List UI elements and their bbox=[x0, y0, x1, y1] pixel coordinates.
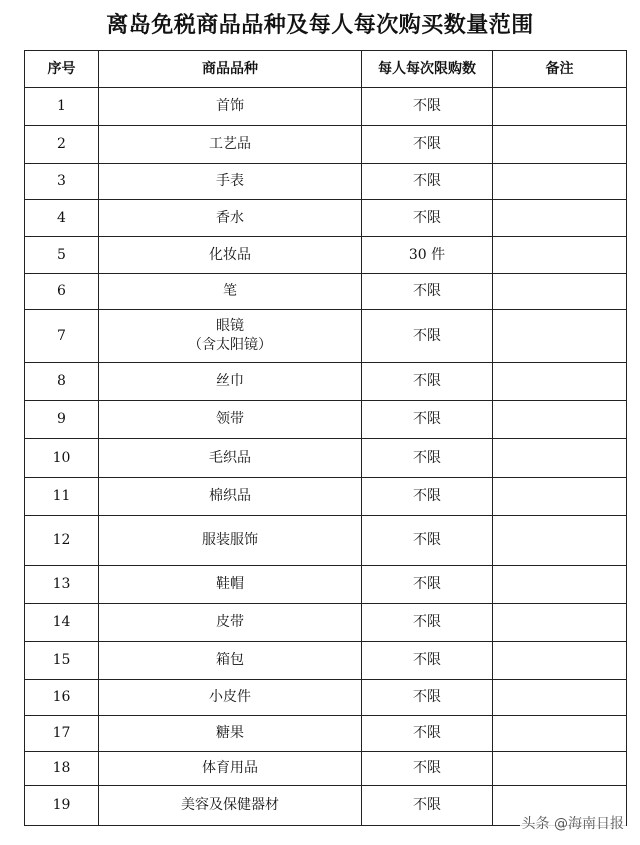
cell-name-sub: （含太阳镜） bbox=[188, 337, 272, 353]
duty-free-table bbox=[24, 50, 627, 826]
table-row bbox=[25, 363, 627, 401]
cell-name: 化妆品 bbox=[99, 237, 362, 274]
cell-limit: 不限 bbox=[362, 786, 493, 826]
cell-note bbox=[493, 126, 627, 164]
cell-note bbox=[493, 274, 627, 310]
header-note: 备注 bbox=[493, 51, 627, 88]
cell-limit: 30 件 bbox=[362, 237, 493, 274]
table-row bbox=[25, 274, 627, 310]
table-row bbox=[25, 642, 627, 680]
table-row bbox=[25, 752, 627, 786]
cell-note bbox=[493, 164, 627, 200]
cell-no: 18 bbox=[25, 752, 99, 786]
table-row bbox=[25, 566, 627, 604]
header-limit: 每人每次限购数 bbox=[362, 51, 493, 88]
cell-limit: 不限 bbox=[362, 439, 493, 478]
cell-note bbox=[493, 516, 627, 566]
table-row bbox=[25, 401, 627, 439]
cell-name: 鞋帽 bbox=[99, 566, 362, 604]
cell-name: 领带 bbox=[99, 401, 362, 439]
cell-limit: 不限 bbox=[362, 680, 493, 716]
cell-no: 3 bbox=[25, 164, 99, 200]
cell-name: 毛织品 bbox=[99, 439, 362, 478]
cell-no: 2 bbox=[25, 126, 99, 164]
cell-name: 丝巾 bbox=[99, 363, 362, 401]
table-row bbox=[25, 310, 627, 363]
cell-limit: 不限 bbox=[362, 716, 493, 752]
cell-note bbox=[493, 200, 627, 237]
table-row bbox=[25, 200, 627, 237]
cell-note bbox=[493, 401, 627, 439]
cell-no: 13 bbox=[25, 566, 99, 604]
cell-name: 箱包 bbox=[99, 642, 362, 680]
table-row bbox=[25, 516, 627, 566]
cell-name bbox=[99, 310, 362, 363]
cell-no: 5 bbox=[25, 237, 99, 274]
cell-no: 6 bbox=[25, 274, 99, 310]
cell-limit: 不限 bbox=[362, 363, 493, 401]
table-header-row bbox=[25, 51, 627, 88]
cell-limit: 不限 bbox=[362, 642, 493, 680]
cell-name: 笔 bbox=[99, 274, 362, 310]
cell-limit: 不限 bbox=[362, 310, 493, 363]
cell-limit: 不限 bbox=[362, 200, 493, 237]
cell-note bbox=[493, 680, 627, 716]
cell-name-main: 眼镜 bbox=[216, 318, 244, 334]
cell-no: 8 bbox=[25, 363, 99, 401]
cell-name: 糖果 bbox=[99, 716, 362, 752]
page-title: 离岛免税商品品种及每人每次购买数量范围 bbox=[106, 13, 534, 38]
cell-note bbox=[493, 604, 627, 642]
cell-no: 7 bbox=[25, 310, 99, 363]
cell-limit: 不限 bbox=[362, 516, 493, 566]
cell-no: 4 bbox=[25, 200, 99, 237]
cell-note bbox=[493, 363, 627, 401]
cell-limit: 不限 bbox=[362, 88, 493, 126]
cell-name: 美容及保健器材 bbox=[99, 786, 362, 826]
cell-name: 棉织品 bbox=[99, 478, 362, 516]
cell-note bbox=[493, 88, 627, 126]
table-row bbox=[25, 439, 627, 478]
cell-no: 17 bbox=[25, 716, 99, 752]
cell-name: 首饰 bbox=[99, 88, 362, 126]
cell-note bbox=[493, 752, 627, 786]
cell-limit: 不限 bbox=[362, 126, 493, 164]
table-row bbox=[25, 680, 627, 716]
cell-limit: 不限 bbox=[362, 401, 493, 439]
table-row bbox=[25, 88, 627, 126]
table-row bbox=[25, 716, 627, 752]
header-no: 序号 bbox=[25, 51, 99, 88]
cell-no: 16 bbox=[25, 680, 99, 716]
cell-note bbox=[493, 716, 627, 752]
cell-no: 9 bbox=[25, 401, 99, 439]
cell-limit: 不限 bbox=[362, 274, 493, 310]
cell-no: 10 bbox=[25, 439, 99, 478]
cell-no: 1 bbox=[25, 88, 99, 126]
cell-note bbox=[493, 439, 627, 478]
cell-note bbox=[493, 642, 627, 680]
cell-name: 工艺品 bbox=[99, 126, 362, 164]
cell-name: 皮带 bbox=[99, 604, 362, 642]
cell-note bbox=[493, 310, 627, 363]
cell-no: 15 bbox=[25, 642, 99, 680]
table-row bbox=[25, 126, 627, 164]
cell-name: 小皮件 bbox=[99, 680, 362, 716]
header-name: 商品品种 bbox=[99, 51, 362, 88]
table-row bbox=[25, 237, 627, 274]
cell-limit: 不限 bbox=[362, 604, 493, 642]
cell-no: 11 bbox=[25, 478, 99, 516]
table-row bbox=[25, 164, 627, 200]
cell-name: 手表 bbox=[99, 164, 362, 200]
source-watermark: 头条 @海南日报 bbox=[521, 816, 624, 832]
cell-no: 14 bbox=[25, 604, 99, 642]
cell-limit: 不限 bbox=[362, 566, 493, 604]
cell-name: 香水 bbox=[99, 200, 362, 237]
cell-note bbox=[493, 478, 627, 516]
cell-limit: 不限 bbox=[362, 478, 493, 516]
cell-no: 19 bbox=[25, 786, 99, 826]
cell-name: 服装服饰 bbox=[99, 516, 362, 566]
table-row bbox=[25, 478, 627, 516]
cell-limit: 不限 bbox=[362, 164, 493, 200]
cell-limit: 不限 bbox=[362, 752, 493, 786]
table-row bbox=[25, 604, 627, 642]
cell-note bbox=[493, 566, 627, 604]
cell-note bbox=[493, 237, 627, 274]
cell-name: 体育用品 bbox=[99, 752, 362, 786]
cell-no: 12 bbox=[25, 516, 99, 566]
